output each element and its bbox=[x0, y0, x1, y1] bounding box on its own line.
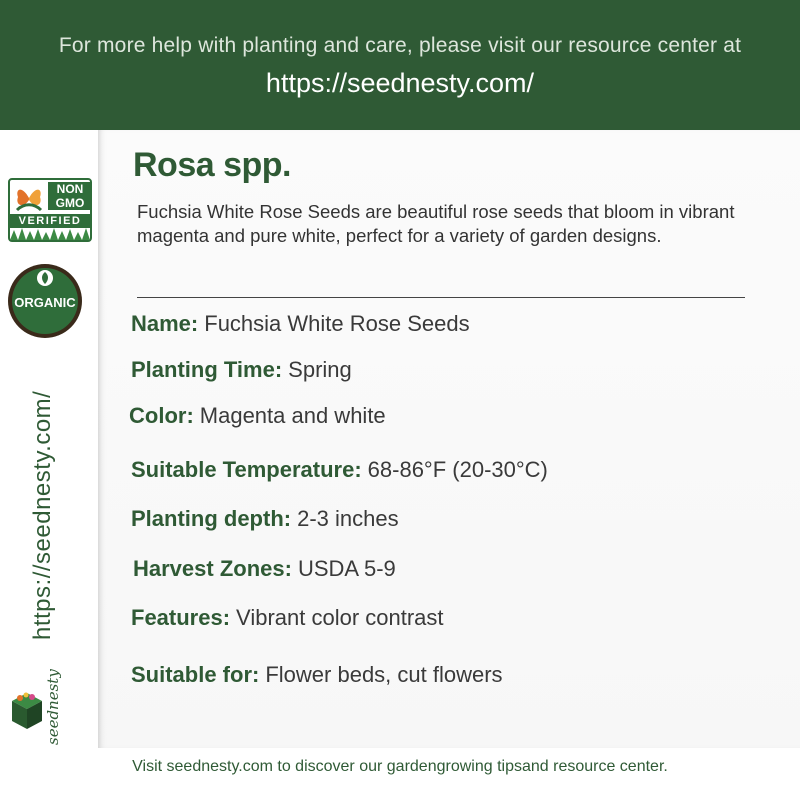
brand-logo bbox=[10, 665, 70, 747]
brand-wordmark: seednesty bbox=[44, 669, 62, 745]
attr-name bbox=[131, 310, 470, 337]
attr-value: Magenta and white bbox=[199, 403, 386, 428]
attr-value: 68-86°F (20-30°C) bbox=[367, 457, 548, 482]
banner-help-text: For more help with planting and care, please visit our resource center at bbox=[58, 34, 742, 57]
attr-value: Vibrant color contrast bbox=[236, 605, 444, 630]
butterfly-icon bbox=[14, 183, 44, 213]
attr-suitable-temperature bbox=[131, 456, 548, 483]
product-description: Fuchsia White Rose Seeds are beautiful rose seeds that bloom in vibrant magenta and pure white, perfect for a variety of garden designs. bbox=[137, 201, 735, 246]
footer-text: Visit seednesty.com to discover our gardengrowing tipsand resource center. bbox=[132, 758, 668, 775]
verified-text: VERIFIED bbox=[10, 214, 90, 228]
attr-planting-time bbox=[131, 356, 352, 383]
attr-value: 2-3 inches bbox=[297, 506, 399, 531]
side-url-text: https://seednesty.com/ bbox=[29, 390, 56, 640]
attr-label: Name: bbox=[131, 311, 199, 336]
attr-label: Color: bbox=[129, 403, 194, 428]
attr-label: Suitable for: bbox=[131, 662, 260, 687]
attr-value: Flower beds, cut flowers bbox=[265, 662, 503, 687]
attr-suitable-for bbox=[131, 661, 503, 688]
seed-box-icon bbox=[10, 689, 44, 735]
attr-value: USDA 5-9 bbox=[297, 556, 396, 581]
organic-text: ORGANIC bbox=[14, 295, 76, 310]
top-banner bbox=[0, 0, 800, 130]
non-gmo-badge bbox=[8, 178, 92, 242]
attr-label: Harvest Zones: bbox=[133, 556, 292, 581]
attr-features bbox=[131, 604, 444, 631]
grass-icon bbox=[10, 226, 92, 240]
non-gmo-text: NON GMO bbox=[48, 182, 92, 210]
attr-value: Spring bbox=[288, 357, 352, 382]
attr-value: Fuchsia White Rose Seeds bbox=[204, 311, 470, 336]
banner-url-link[interactable]: https://seednesty.com/ bbox=[265, 68, 535, 98]
attr-label: Planting depth: bbox=[131, 506, 292, 531]
divider bbox=[137, 297, 745, 298]
species-title: Rosa spp. bbox=[133, 146, 291, 184]
organic-badge bbox=[6, 262, 84, 340]
attr-label: Planting Time: bbox=[131, 357, 283, 382]
attr-planting-depth bbox=[131, 505, 399, 532]
attr-color bbox=[129, 402, 386, 429]
attr-label: Features: bbox=[131, 605, 231, 630]
attr-label: Suitable Temperature: bbox=[131, 457, 362, 482]
attr-harvest-zones bbox=[133, 555, 396, 582]
